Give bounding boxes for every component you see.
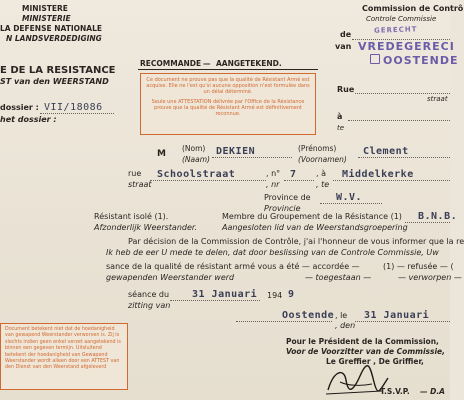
notice-box-fr <box>140 73 316 135</box>
da-label: — D.A <box>420 387 445 396</box>
isole-fr: Résistant isolé (1). <box>94 212 169 221</box>
dossier-dotline <box>40 113 114 114</box>
commission-a-dotline <box>348 120 450 121</box>
place-dotline <box>236 321 332 322</box>
rue-label: rue <box>128 169 142 178</box>
nom-dotline <box>212 157 292 158</box>
ministry-line-2: MINISTERIE <box>22 14 71 23</box>
prenoms-label: (Prénoms) <box>298 144 337 153</box>
naam-label: (Naam) <box>182 155 210 164</box>
dossier-label-nl: het dossier : <box>0 115 57 124</box>
m-label: M <box>157 149 166 159</box>
notice-nl-text: Document betekent niet dat de hoedanigheid van gewapend Weerstander verworven is. Zij is slechts indien geen enkel verzet aangetekend is binnen een gegeven termijn. Uitsluitend betekent der hoedanigheid van Gewapend Weerstander wordt alleen door een ATTEST van den Dienst van den Weerstand afgeleverd <box>5 327 121 371</box>
office-title-fr: E DE LA RESISTANCE <box>0 65 116 76</box>
commission-subtitle: Controle Commissie <box>366 15 437 23</box>
ministry-line-1: MINISTERE <box>22 4 68 13</box>
notice-fr-text-2: Seule une ATTESTATION délivrée par l'Office de la Résistance prouve que la qualité de Résistant Armé est définitivement reconnue. <box>151 98 305 118</box>
ministry-line-3: LA DEFENSE NATIONALE <box>0 24 102 33</box>
commission-te: te <box>337 124 345 132</box>
nom-label: (Nom) <box>182 144 206 153</box>
date-dotline <box>355 321 450 322</box>
den-label: , den <box>335 321 356 330</box>
notice-fr-text: Ce document ne prouve pas que la qualité de Résistant Armé est acquise. Elle ne l'est qu'si aucune opposition n'est formulée dans un délai déterminé. <box>146 77 310 96</box>
prenoms-value: Clement <box>363 146 409 157</box>
commission-a: à <box>337 112 343 121</box>
commission-rue: Rue <box>337 85 355 94</box>
a-label: , à <box>316 169 326 178</box>
te-label: , te <box>316 180 330 189</box>
qualite-nl: gewapenden Weerstander werd <box>106 273 235 282</box>
stamp-box-icon <box>370 54 380 64</box>
n-label: , n° <box>266 169 281 178</box>
decision-nl: Ik heb de eer U mede te delen, dat door beslissing van de Controle Commissie, Uw <box>106 248 439 257</box>
zitting-label: zitting van <box>128 301 171 310</box>
province-dotline <box>320 203 382 204</box>
commission-rue-dotline <box>355 93 450 94</box>
office-title-nl: ST van den WEERSTAND <box>0 77 109 86</box>
commission-straat: straat <box>427 95 448 103</box>
dossier-label: dossier : <box>0 103 39 112</box>
commission-title: Commission de Contrô <box>362 4 464 13</box>
recommande-label: RECOMMANDE <box>140 59 202 68</box>
city-value: Middelkerke <box>342 169 414 180</box>
refusee-fr: (1) — refusée — ( <box>383 262 454 271</box>
groupement-value: B.N.B. <box>418 211 458 222</box>
nom-value: DEKIEN <box>216 146 256 157</box>
voornamen-label: (Voornamen) <box>298 155 347 164</box>
province-label: Province de <box>264 193 311 202</box>
le-label: , le <box>335 311 348 320</box>
place-value: Oostende <box>282 310 335 321</box>
seance-label: séance du <box>128 290 170 299</box>
greffier-label: Le Greffier , De Griffier, <box>326 357 424 366</box>
prenoms-dotline <box>358 157 450 158</box>
recommande-dash: — <box>203 59 211 68</box>
provincie-label: Provincie <box>264 204 301 213</box>
straat-label: straat <box>128 180 152 189</box>
verworpen-nl: — verworpen — <box>398 273 462 282</box>
commission-van: van <box>335 42 352 51</box>
ministry-line-4: N LANDSVERDEDIGING <box>6 34 102 43</box>
voor-voorzitter: Voor de Voorzitter van de Commissie, <box>286 347 445 356</box>
province-value: W.V. <box>336 192 363 203</box>
year-value: 9 <box>288 289 295 300</box>
membre-nl: Aangesloten lid van de Weerstandsgroepering <box>222 223 408 232</box>
rue-dotline <box>150 180 266 181</box>
notice-box-nl <box>0 323 128 390</box>
stamp-gerecht: GERECHT <box>373 25 418 35</box>
stamp-oostende: OOSTENDE <box>383 54 459 67</box>
recommande-underline <box>138 69 318 70</box>
stamp-vredegerecht: VREDEGERECI <box>358 40 455 53</box>
n-value: 7 <box>290 169 297 180</box>
toegestaan-nl: — toegestaan — <box>305 273 372 282</box>
isole-nl: Afzonderlijk Weerstander. <box>94 223 198 232</box>
groupement-dotline <box>405 222 450 223</box>
commission-de: de <box>340 30 352 39</box>
seance-dotline <box>170 300 260 301</box>
decision-fr: Par décision de la Commission de Contrôle, j'ai l'honneur de vous informer que la re <box>128 237 464 246</box>
year-prefix: 194 <box>267 291 283 300</box>
n-dotline <box>284 180 314 181</box>
rue-value: Schoolstraat <box>157 169 236 180</box>
qualite-fr: sance de la qualité de résistant armé vous a été — accordée — <box>106 262 360 271</box>
date-value: 31 Januari <box>364 310 430 321</box>
seance-value: 31 Januari <box>192 289 258 300</box>
nr-label: , nr <box>266 180 280 189</box>
tsvp-label: T.S.V.P. <box>380 387 410 396</box>
aangetekend-label: AANGETEKEND. <box>216 59 282 68</box>
membre-fr: Membre du Groupement de la Résistance (1) <box>222 212 402 221</box>
pour-president: Pour le Président de la Commission, <box>286 337 439 346</box>
dossier-value: VII/18086 <box>44 102 103 113</box>
city-dotline <box>333 180 450 181</box>
